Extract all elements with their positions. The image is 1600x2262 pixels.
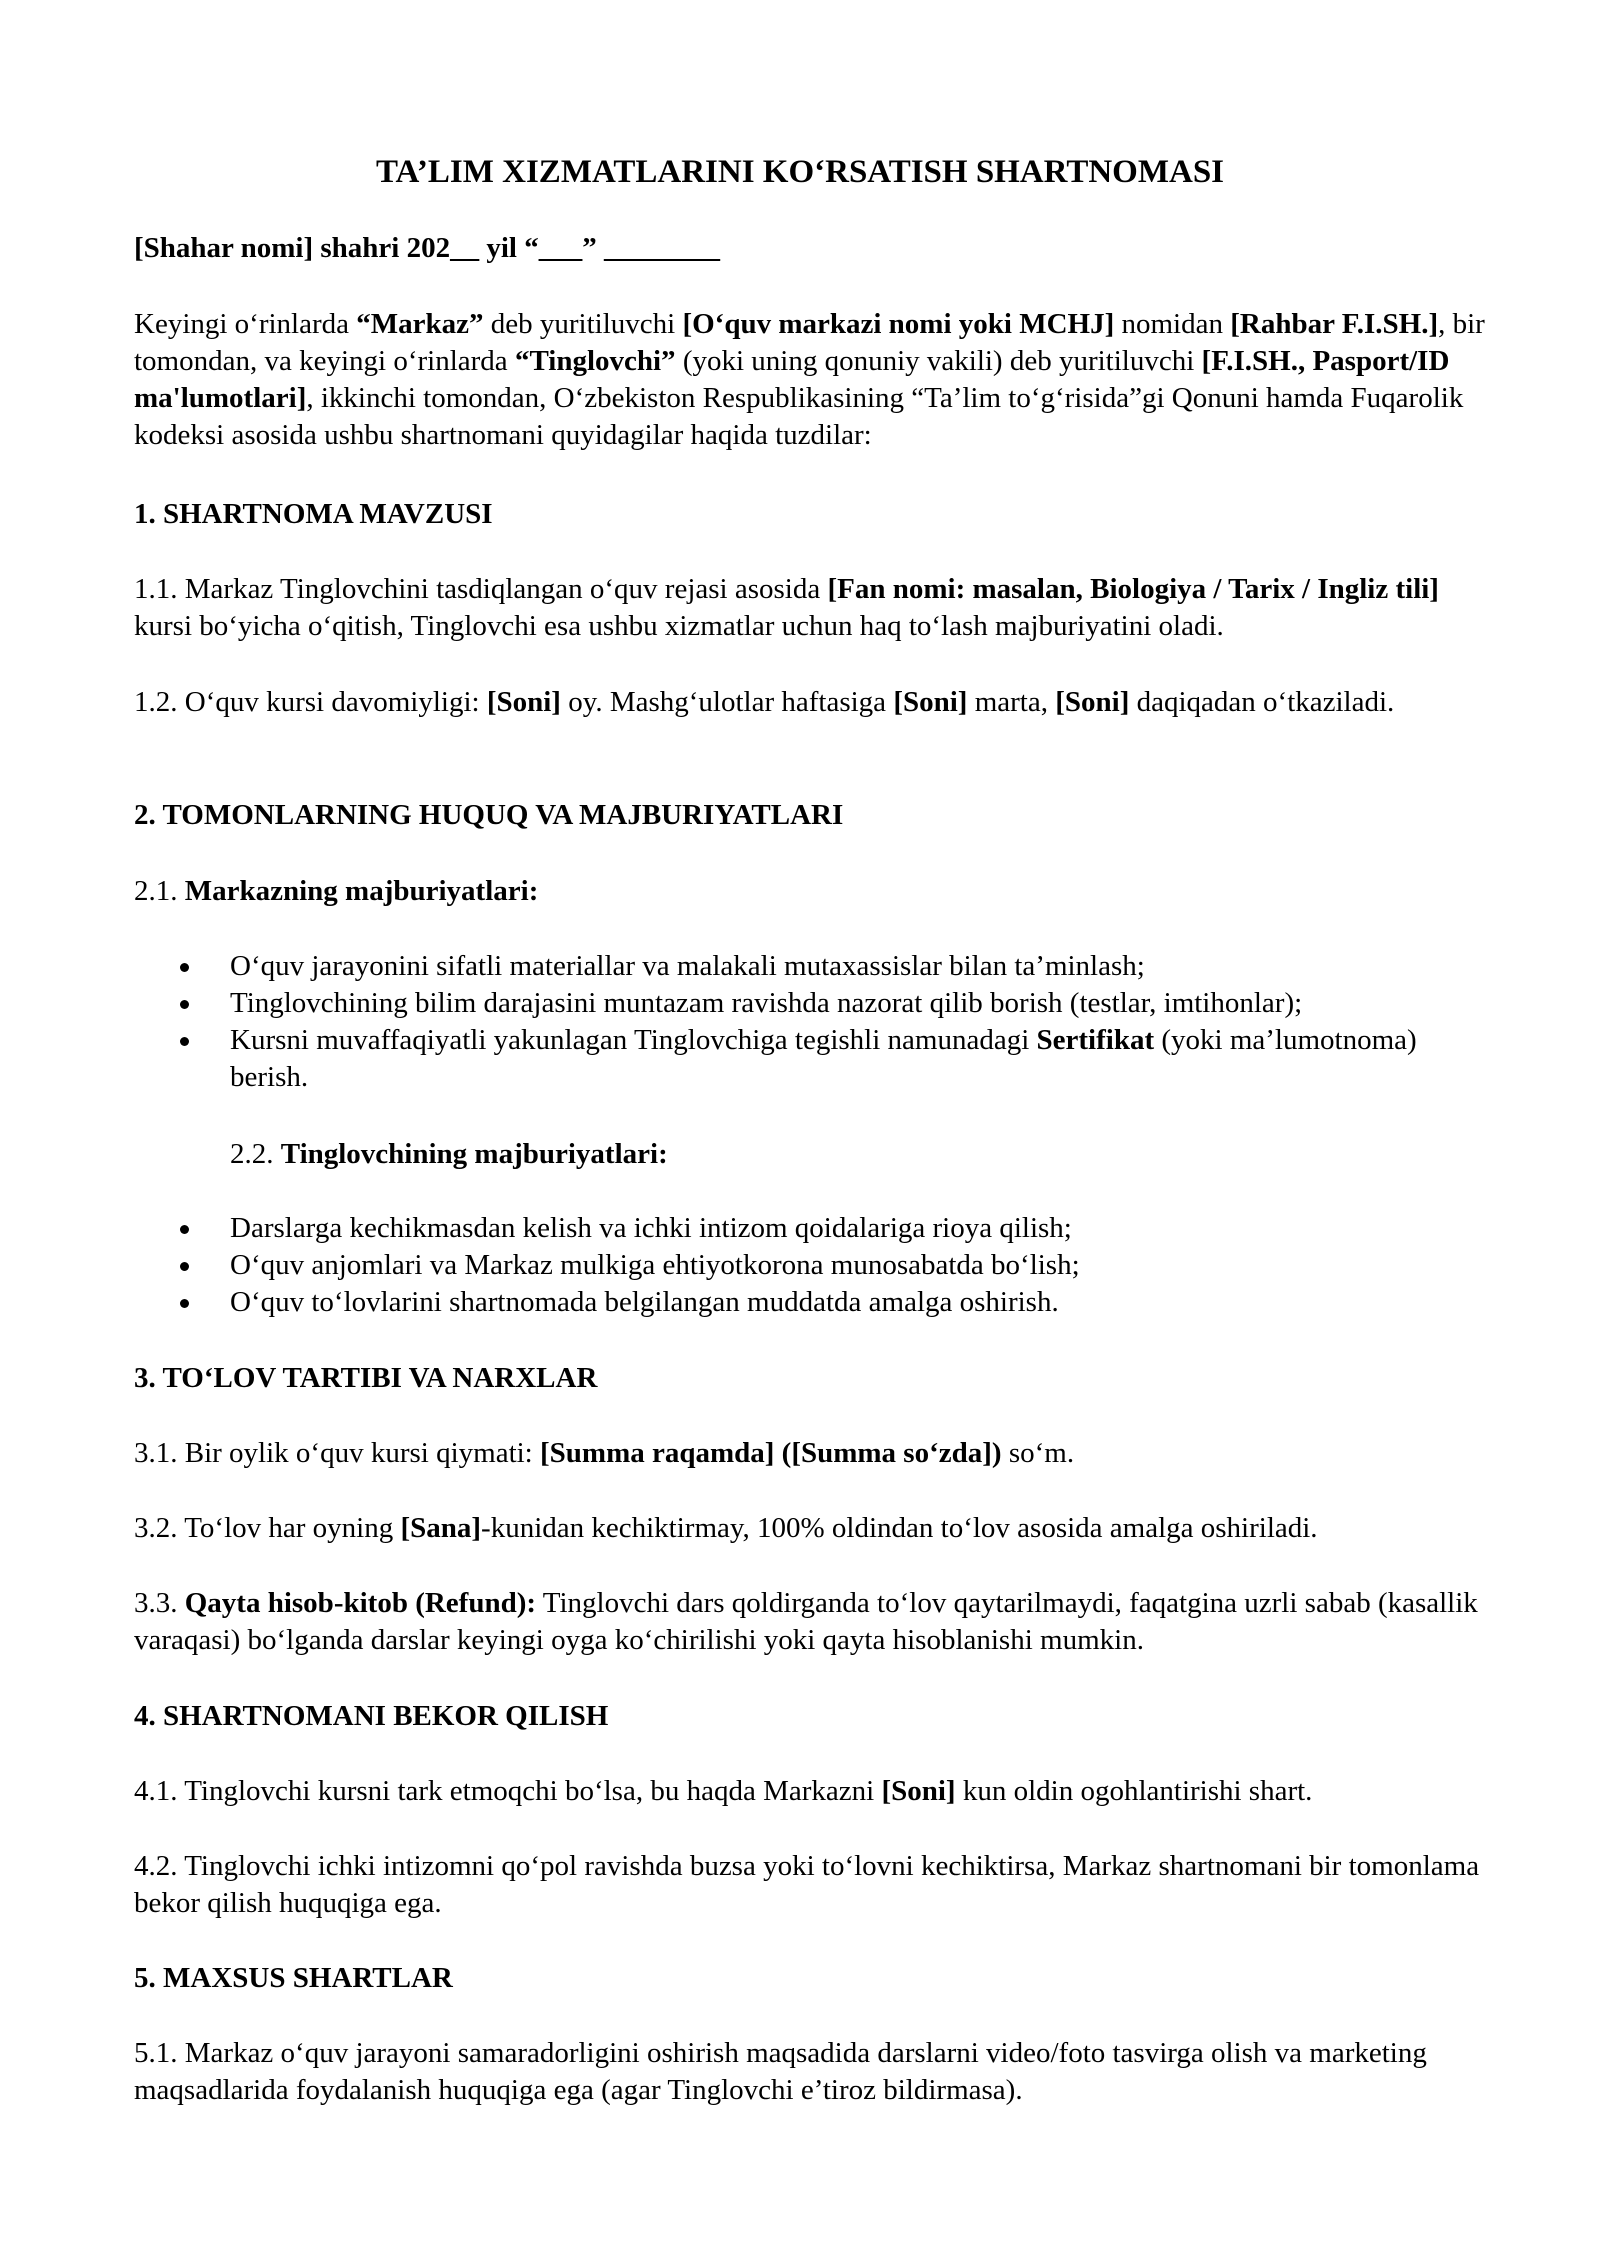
- clause-label: Tinglovchining majburiyatlari:: [280, 1138, 668, 1170]
- clause-1-2: [134, 684, 1500, 721]
- clause-bold: [Sana]: [400, 1512, 482, 1544]
- markaz-duties-list: [180, 948, 1500, 1096]
- clause-5-1: 5.1. Markaz o‘quv jarayoni samaradorligini oshirish maqsadida darslarni video/foto tasvirga olish va marketing maqsadlarida foydalanish huquqiga ega (agar Tinglovchi e’tiroz bildirmasa).: [134, 2037, 1427, 2106]
- bullet-icon: [180, 1000, 189, 1009]
- intro-text: (yoki uning qonuniy vakili) deb yuritiluvchi: [675, 345, 1202, 377]
- clause-text: 1.1. Markaz Tinglovchini tasdiqlangan o‘quv rejasi asosida: [134, 573, 828, 605]
- clause-text: 3.2. To‘lov har oyning: [134, 1512, 401, 1544]
- intro-paragraph: [134, 306, 1500, 454]
- intro-text: nomidan: [1114, 308, 1231, 340]
- section-1-heading: 1. SHARTNOMA MAVZUSI: [134, 498, 493, 530]
- clause-text: kun oldin ogohlantirishi shart.: [955, 1775, 1313, 1807]
- clause-2-1-title: [134, 873, 1500, 910]
- clause-text: -kunidan kechiktirmay, 100% oldindan to‘lov asosida amalga oshiriladi.: [481, 1512, 1318, 1544]
- bullet-icon: [180, 963, 189, 972]
- clause-4-2: 4.2. Tinglovchi ichki intizomni qo‘pol ravishda buzsa yoki to‘lovni kechiktirsa, Markaz shartnomani bir tomonlama bekor qilish huquqiga ega.: [134, 1850, 1480, 1919]
- clause-1-1: [134, 571, 1500, 645]
- clause-bold: [Soni]: [486, 686, 561, 718]
- tinglovchi-duties-list: [180, 1210, 1500, 1321]
- section-4-heading: 4. SHARTNOMANI BEKOR QILISH: [134, 1700, 609, 1732]
- bullet-icon: [180, 1299, 189, 1308]
- clause-text: so‘m.: [1001, 1437, 1075, 1469]
- list-item-text: O‘quv to‘lovlarini shartnomada belgilangan muddatda amalga oshirish.: [230, 1286, 1059, 1318]
- clause-text: marta,: [967, 686, 1056, 718]
- intro-text: Keyingi o‘rinlarda: [134, 308, 357, 340]
- clause-3-2: [134, 1510, 1500, 1547]
- clause-bold: [Soni]: [893, 686, 968, 718]
- clause-text: Tinglovchi dars qoldirganda to‘lov qaytarilmaydi, faqatgina uzrli sabab (kasallik varaqasi) bo‘lganda darslar keyingi oyga ko‘chirilishi yoki qayta hisoblanishi mumkin.: [134, 1587, 1478, 1656]
- list-item-bold: Sertifikat: [1036, 1024, 1155, 1056]
- list-item-text: Tinglovchining bilim darajasini muntazam ravishda nazorat qilib borish (testlar, imtihonlar);: [230, 987, 1303, 1019]
- clause-3-3: [134, 1585, 1500, 1659]
- section-5-heading: 5. MAXSUS SHARTLAR: [134, 1962, 453, 1994]
- list-item: [180, 1210, 1500, 1247]
- clause-text: kursi bo‘yicha o‘qitish, Tinglovchi esa ushbu xizmatlar uchun haq to‘lash majburiyatini oladi.: [134, 610, 1224, 642]
- section-2-heading: 2. TOMONLARNING HUQUQ VA MAJBURIYATLARI: [134, 799, 844, 831]
- bullet-icon: [180, 1037, 189, 1046]
- clause-bold: [Soni]: [1055, 686, 1130, 718]
- intro-text: deb yuritiluvchi: [483, 308, 683, 340]
- clause-text: oy. Mashg‘ulotlar haftasiga: [560, 686, 894, 718]
- list-item: [180, 1247, 1500, 1284]
- list-item: [180, 985, 1500, 1022]
- clause-bold: [Fan nomi: masalan, Biologiya / Tarix / Ingliz tili]: [827, 573, 1439, 605]
- bullet-icon: [180, 1225, 189, 1234]
- intro-bold-center-name: [O‘quv markazi nomi yoki MCHJ]: [682, 308, 1115, 340]
- clause-bold: [Soni]: [881, 1775, 956, 1807]
- list-item: [180, 948, 1500, 985]
- list-item: [180, 1022, 1500, 1096]
- clause-text: 3.3.: [134, 1587, 185, 1619]
- place-date-line: [134, 230, 1500, 267]
- list-item-text: O‘quv anjomlari va Markaz mulkiga ehtiyotkorona munosabatda bo‘lish;: [230, 1249, 1080, 1281]
- bullet-icon: [180, 1262, 189, 1271]
- intro-bold-markaz: “Markaz”: [356, 308, 484, 340]
- list-item-text: Darslarga kechikmasdan kelish va ichki intizom qoidalariga rioya qilish;: [230, 1212, 1072, 1244]
- place-date: [Shahar nomi] shahri 202__ yil “___” ________: [134, 232, 720, 264]
- clause-bold: [Summa raqamda] ([Summa so‘zda]): [540, 1437, 1002, 1469]
- section-3-heading: 3. TO‘LOV TARTIBI VA NARXLAR: [134, 1362, 598, 1394]
- document-title: TA’LIM XIZMATLARINI KO‘RSATISH SHARTNOMASI: [375, 154, 1225, 190]
- clause-number: 2.2.: [230, 1138, 281, 1170]
- list-item: [180, 1284, 1500, 1321]
- list-item-text: (yoki ma’lumotnoma) berish.: [230, 1024, 1417, 1093]
- list-item-text: Kursni muvaffaqiyatli yakunlagan Tinglovchiga tegishli namunadagi: [230, 1024, 1037, 1056]
- intro-bold-tinglovchi: “Tinglovchi”: [514, 345, 676, 377]
- clause-text: 1.2. O‘quv kursi davomiyligi:: [134, 686, 487, 718]
- clause-label: Markazning majburiyatlari:: [184, 875, 539, 907]
- intro-text: , ikkinchi tomondan, O‘zbekiston Respublikasining “Ta’lim to‘g‘risida”gi Qonuni hamda Fuqarolik kodeksi asosida ushbu shartnomani quyidagilar haqida tuzdilar:: [134, 382, 1464, 451]
- clause-bold: Qayta hisob-kitob (Refund):: [184, 1587, 537, 1619]
- clause-text: 4.1. Tinglovchi kursni tark etmoqchi bo‘lsa, bu haqda Markazni: [134, 1775, 882, 1807]
- clause-4-1: [134, 1773, 1500, 1810]
- clause-number: 2.1.: [134, 875, 185, 907]
- intro-bold-student-data: [F.I.SH., Pasport/ID ma'lumotlari]: [134, 345, 1450, 414]
- clause-2-2-title: [230, 1136, 1500, 1173]
- clause-text: 3.1. Bir oylik o‘quv kursi qiymati:: [134, 1437, 540, 1469]
- clause-3-1: [134, 1435, 1500, 1472]
- list-item-text: O‘quv jarayonini sifatli materiallar va malakali mutaxassislar bilan ta’minlash;: [230, 950, 1145, 982]
- clause-text: daqiqadan o‘tkaziladi.: [1129, 686, 1395, 718]
- intro-text: , bir tomondan, va keyingi o‘rinlarda: [134, 308, 1485, 377]
- intro-bold-director: [Rahbar F.I.SH.]: [1230, 308, 1439, 340]
